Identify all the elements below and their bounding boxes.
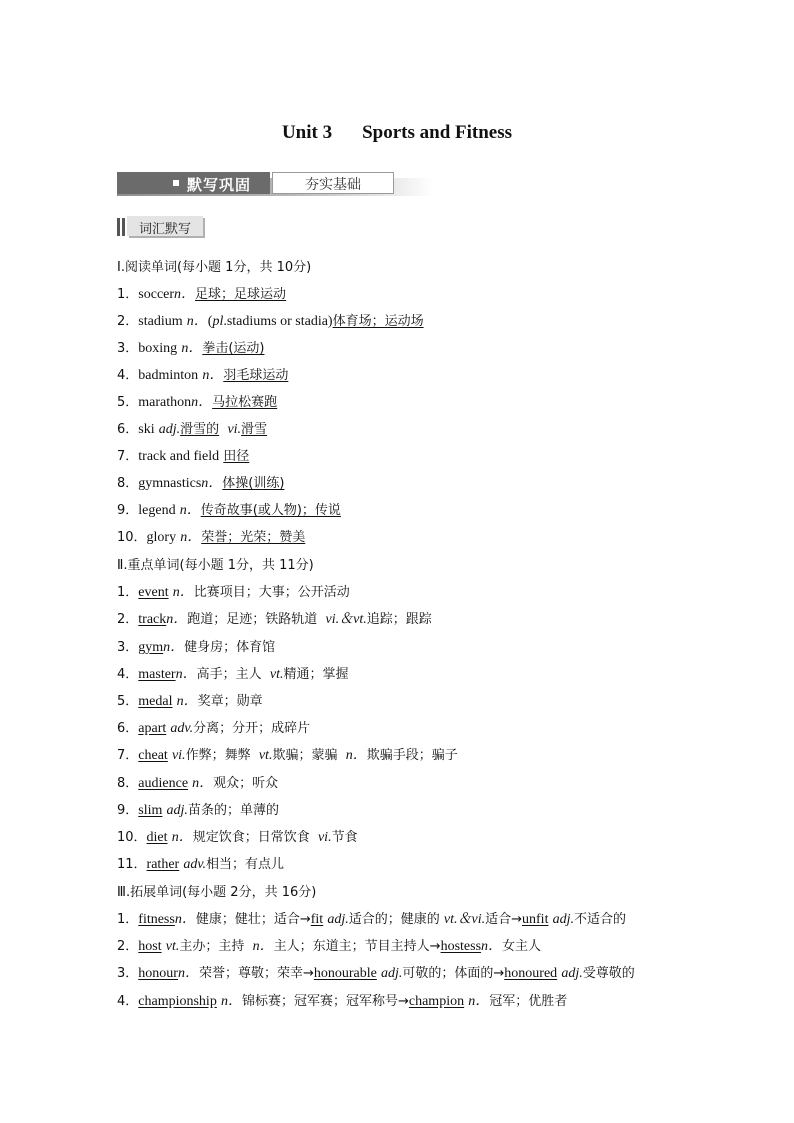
badge-bar-icon xyxy=(122,218,125,236)
list-item: 3．honourn．荣誉；尊敬；荣幸→honourable adj.可敬的；体面的→honoured adj.受尊敬的 xyxy=(117,966,635,981)
answer: apart xyxy=(138,721,167,736)
page-title xyxy=(0,122,794,144)
answer: cheat xyxy=(138,748,168,763)
banner-right-label: 夯实基础 xyxy=(305,177,361,193)
answer: medal xyxy=(138,694,173,709)
section-heading: Ⅰ.阅读单词(每小题 1分，共 10分) xyxy=(117,260,312,275)
title-topic: Sports and Fitness xyxy=(362,122,513,143)
list-item: 1．soccern．足球；足球运动 xyxy=(117,287,287,302)
list-item: 2．trackn．跑道；足迹；铁路轨道 vi.＆vt.追踪；跟踪 xyxy=(117,612,432,627)
answer: 体育场；运动场 xyxy=(332,314,424,329)
answer: 田径 xyxy=(223,449,250,464)
answer: 荣誉；光荣；赞美 xyxy=(201,530,306,545)
list-item: 1．fitnessn．健康；健壮；适合→fit adj.适合的；健康的 vt.＆vi.适合→unfit adj.不适合的 xyxy=(117,912,627,927)
answer: audience xyxy=(138,776,189,791)
answer: gym xyxy=(138,640,164,655)
list-item: 11．rather adv.相当；有点儿 xyxy=(117,857,285,872)
list-item: 7．cheat vi.作弊；舞弊 vt.欺骗；蒙骗 n．欺骗手段；骗子 xyxy=(117,748,458,763)
answer: hostess xyxy=(440,939,482,954)
answer: track xyxy=(138,612,167,627)
banner-dark-block xyxy=(117,172,270,194)
banner-light-block xyxy=(272,172,394,194)
list-item: 10．diet n．规定饮食；日常饮食 vi.节食 xyxy=(117,830,358,845)
list-item: 2．stadium n．(pl.stadiums or stadia)体育场；运动场 xyxy=(117,314,424,329)
list-item: 8．gymnasticsn．体操(训练) xyxy=(117,476,285,491)
section-heading: Ⅱ.重点单词(每小题 1分，共 11分) xyxy=(117,558,314,573)
list-item: 4．badminton n．羽毛球运动 xyxy=(117,368,289,383)
list-item: 3．boxing n．拳击(运动) xyxy=(117,341,265,356)
answer: honour xyxy=(138,966,178,981)
list-item: 9．legend n．传奇故事(或人物)；传说 xyxy=(117,503,341,518)
list-item: 6．apart adv.分离；分开；成碎片 xyxy=(117,721,311,736)
answer: event xyxy=(138,585,169,600)
banner-left-label: 默写巩固 xyxy=(187,176,252,194)
list-item: 6．ski adj.滑雪的 vi.滑雪 xyxy=(117,422,268,437)
answer: honourable xyxy=(313,966,377,981)
answer: rather xyxy=(146,857,180,872)
list-item: 1．event n．比赛项目；大事；公开活动 xyxy=(117,585,350,600)
list-item: 3．gymn．健身房；体育馆 xyxy=(117,640,276,655)
answer: 拳击(运动) xyxy=(202,341,265,356)
answer: slim xyxy=(138,803,163,818)
answer: honoured xyxy=(504,966,558,981)
list-item: 2．host vt.主办；主持 n．主人；东道主；节目主持人→hostessn．女主人 xyxy=(117,939,542,954)
answer: 滑雪的 xyxy=(180,422,220,437)
answer: fit xyxy=(310,912,324,927)
list-item: 4．mastern．高手；主人 vt.精通；掌握 xyxy=(117,667,349,682)
list-item: 8．audience n．观众；听众 xyxy=(117,776,279,791)
answer: 马拉松赛跑 xyxy=(212,395,278,410)
answer: 传奇故事(或人物)；传说 xyxy=(200,503,341,518)
list-item: 4．championship n．锦标赛；冠军赛；冠军称号→champion n．冠军；优胜者 xyxy=(117,994,568,1009)
list-item: 10．glory n．荣誉；光荣；赞美 xyxy=(117,530,306,545)
answer: master xyxy=(138,667,176,682)
list-item: 9．slim adj.苗条的；单薄的 xyxy=(117,803,279,818)
answer: diet xyxy=(146,830,168,845)
list-item: 7．track and field 田径 xyxy=(117,449,250,464)
answer: 滑雪 xyxy=(241,422,268,437)
answer: 足球；足球运动 xyxy=(195,287,287,302)
subsection-label: 词汇默写 xyxy=(138,222,191,237)
list-item: 5．medal n．奖章；勋章 xyxy=(117,694,263,709)
title-unit: Unit 3 xyxy=(281,122,333,143)
answer: host xyxy=(138,939,162,954)
answer: fitness xyxy=(138,912,175,927)
answer: championship xyxy=(138,994,217,1009)
subsection-badge xyxy=(117,216,205,238)
answer: unfit xyxy=(522,912,549,927)
answer: 羽毛球运动 xyxy=(223,368,289,383)
list-item: 5．marathonn．马拉松赛跑 xyxy=(117,395,278,410)
badge-bar-icon xyxy=(117,218,120,236)
section-heading: Ⅲ.拓展单词(每小题 2分，共 16分) xyxy=(117,885,317,900)
section-banner xyxy=(117,172,433,196)
square-bullet-icon xyxy=(173,180,179,186)
answer: champion xyxy=(408,994,465,1009)
answer: 体操(训练) xyxy=(222,476,285,491)
